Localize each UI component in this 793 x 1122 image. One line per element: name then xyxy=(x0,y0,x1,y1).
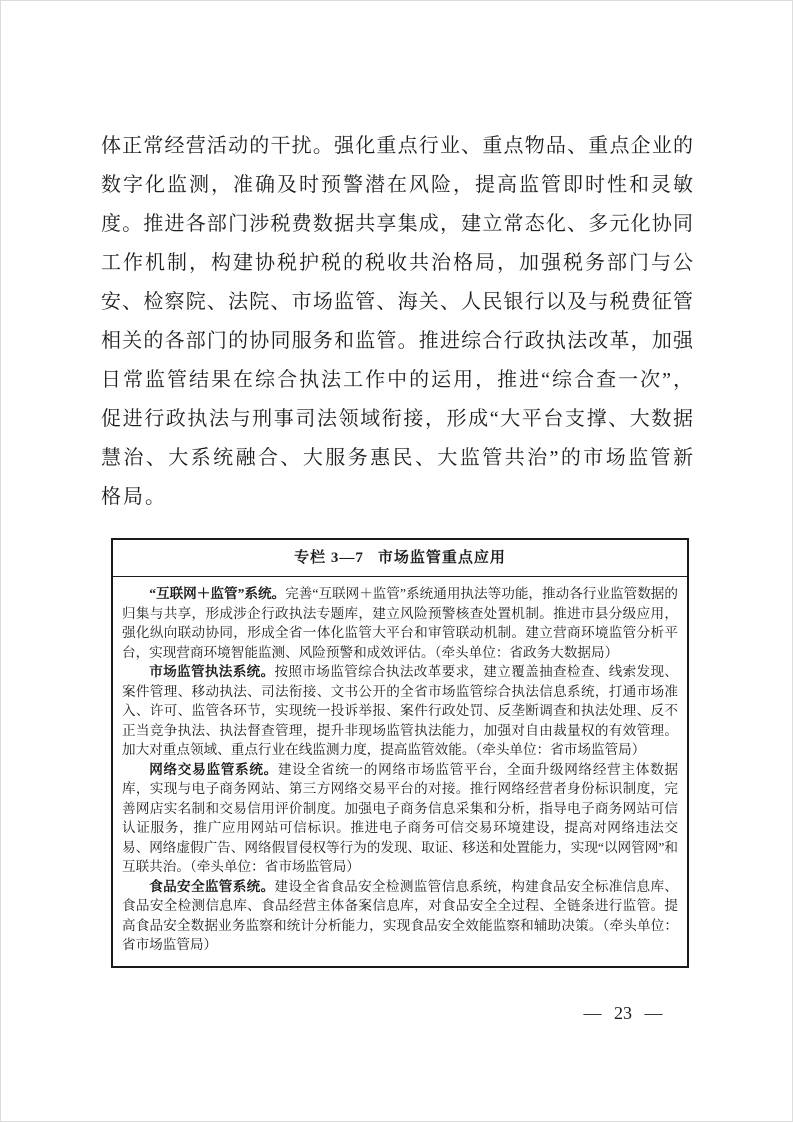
box-paragraph-lead: 食品安全监管系统。 xyxy=(149,878,275,894)
box-paragraph-lead: 网络交易监管系统。 xyxy=(149,761,278,777)
box-paragraph-text: 完善“互联网＋监管”系统通用执法等功能，推动各行业监管数据的归集与共享，形成涉企行政执法专题库，建立风险预警核查处置机制。推进市县分级应用，强化纵向联动协同，形成全省一体化监管大平台和审管联动机制。建立营商环境监管分析平台，实现营商环境智能监测、风险预警和成效评估。（牵头单位：省政务大数据局） xyxy=(122,586,678,660)
box-paragraph xyxy=(122,584,678,662)
body-text-line: 相关的各部门的协同服务和监管。推进综合行政执法改革，加强 xyxy=(101,330,693,352)
body-text-line: 度。推进各部门涉税费数据共享集成，建立常态化、多元化协同 xyxy=(101,213,693,235)
body-text-line: 促进行政执法与刑事司法领域衔接，形成“大平台支撑、大数据 xyxy=(101,408,693,430)
body-text xyxy=(101,127,693,517)
box-body xyxy=(113,577,687,966)
box-label: 专栏 3—7 xyxy=(294,550,364,566)
body-text-line: 格局。 xyxy=(101,486,167,508)
page-number: — 23 — xyxy=(583,1003,663,1023)
body-text-line: 工作机制，构建协税护税的税收共治格局，加强税务部门与公 xyxy=(101,252,693,274)
box-paragraph-lead: 市场监管执法系统。 xyxy=(149,664,275,679)
box-heading: 市场监管重点应用 xyxy=(377,550,506,566)
box-paragraph xyxy=(122,760,678,877)
body-text-line: 数字化监测，准确及时预警潜在风险，提高监管即时性和灵敏 xyxy=(101,174,693,196)
box-paragraph-text: 建设全省食品安全检测监管信息系统，构建食品安全标准信息库、食品安全检测信息库、食品经营主体备案信息库，对食品安全全过程、全链条进行监管。提高食品安全数据业务监察和统计分析能力，实现食品安全效能监察和辅助决策。（牵头单位：省市场监管局） xyxy=(122,878,679,952)
box-paragraph xyxy=(122,662,678,760)
body-text-line: 安、检察院、法院、市场监管、海关、人民银行以及与税费征管 xyxy=(101,291,693,313)
box-title xyxy=(113,540,687,577)
box-paragraph-text: 按照市场监管综合执法改革要求，建立覆盖抽查检查、线索发现、案件管理、移动执法、司法衔接、文书公开的全省市场监管综合执法信息系统，打通市场准入、许可、监管各环节，实现统一投诉举报、案件行政处罚、反垄断调查和执法处理、反不正当竞争执法、执法督查管理，提升非现场监管执法能力，加强对自由裁量权的有效管理。加大对重点领域、重点行业在线监测力度，提高监管效能。（牵头单位：省市场监管局） xyxy=(122,664,679,757)
box-paragraph-text: 建设全省统一的网络市场监管平台，全面升级网络经营主体数据库，实现与电子商务网站、第三方网络交易平台的对接。推行网络经营者身份标识制度，完善网店实名制和交易信用评价制度。加强电子商务信息采集和分析，指导电子商务网站可信认证服务，推广应用网站可信标识。推进电子商务可信交易环境建设，提高对网络违法交易、网络虚假广告、网络假冒侵权等行为的发现、取证、移送和处置能力，实现“以网管网”和互联共治。（牵头单位：省市场监管局） xyxy=(122,761,679,874)
body-text-line: 日常监管结果在综合执法工作中的运用，推进“综合查一次”， xyxy=(101,369,693,391)
box-paragraph-lead: “互联网＋监管”系统。 xyxy=(149,586,286,601)
column-box-3-7 xyxy=(111,538,689,968)
body-text-line: 体正常经营活动的干扰。强化重点行业、重点物品、重点企业的 xyxy=(101,135,693,157)
body-text-line: 慧治、大系统融合、大服务惠民、大监管共治”的市场监管新 xyxy=(101,447,693,469)
box-paragraph xyxy=(122,877,678,955)
